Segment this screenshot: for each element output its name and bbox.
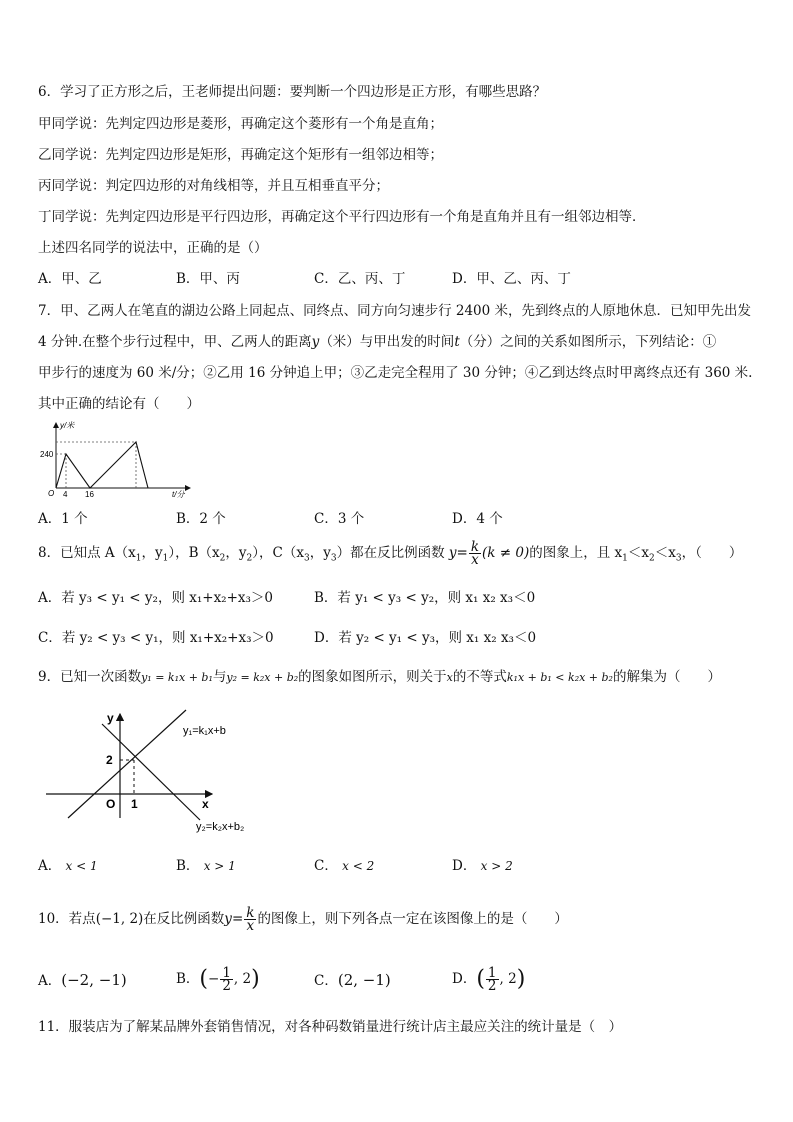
q9-label-y: y [107, 711, 114, 725]
q10-option-d[interactable]: D．( $\frac{1}{2}$ , 2) [452, 965, 526, 994]
q9-label-1: 1 [131, 797, 138, 811]
q7-stem-line2 [38, 332, 716, 352]
q7-distance-time-graph [40, 418, 200, 500]
q10-d-fraction: $\frac{1}{2}$ [487, 965, 497, 994]
q6-stem: 6．学习了正方形之后，王老师提出问题：要判断一个四边形是正方形，有哪些思路？ [38, 84, 547, 100]
q8-option-a[interactable]: A．若 y₃ < y₁ < y₂，则 x₁+x₂+x₃＞0 [38, 590, 274, 606]
q6-question: 上述四名同学的说法中，正确的是（） [38, 240, 268, 256]
q9-line-y2 [102, 724, 200, 820]
q10-option-c[interactable]: C．(2, −1) [314, 971, 391, 989]
q10-option-b[interactable]: B．(− $\frac{1}{2}$ , 2) [176, 965, 260, 994]
q8-option-c[interactable]: C．若 y₂ < y₃ < y₁，则 x₁+x₂+x₃＞0 [38, 630, 274, 646]
q7-graph-line [56, 442, 148, 488]
q7-label-16: 16 [85, 490, 94, 499]
q6-student-bing: 丙同学说：判定四边形的对角线相等，并且互相垂直平分； [38, 178, 389, 194]
q7-var-y: y [311, 334, 320, 350]
q9-label-x: x [202, 797, 209, 811]
q7-stem-line1: 7．甲、乙两人在笔直的湖边公路上同起点、同终点、同方向匀速步行 2400 米，先到终点的人原地休息．已知甲先出发 [38, 303, 752, 319]
q9-option-c[interactable]: C． x < 2 [314, 858, 375, 874]
q6-option-a[interactable]: A．甲、乙 [38, 271, 102, 287]
q9-label-y1: y₁=k₁x+b [183, 725, 226, 737]
q6-option-c[interactable]: C．乙、丙、丁 [314, 271, 406, 287]
q8-option-b[interactable]: B．若 y₁ < y₃ < y₂，则 x₁ x₂ x₃＜0 [314, 590, 536, 606]
q6-student-yi: 乙同学说：先判定四边形是矩形，再确定这个矩形有一组邻边相等； [38, 147, 443, 163]
q9-label-y2: y₂=k₂x+b₂ [196, 821, 245, 833]
q6-student-jia: 甲同学说：先判定四边形是菱形，再确定这个菱形有一个角是直角； [38, 116, 443, 132]
q7-stem-line3: 甲步行的速度为 60 米/分；②乙用 16 分钟追上甲；③乙走完全程用了 30 分钟；④乙到达终点时甲离终点还有 360 米. [38, 365, 753, 381]
q7-var-t: t [454, 334, 460, 350]
q8-fraction: $\frac{k}{x}$ [470, 539, 480, 568]
q6-student-ding: 丁同学说：先判定四边形是平行四边形，再确定这个平行四边形有一个角是直角并且有一组邻边相等． [38, 209, 646, 225]
q7-option-c[interactable]: C．3 个 [314, 511, 365, 527]
q7-xlabel: t/分 [172, 490, 185, 499]
q7-stem-line4: 其中正确的结论有（ ） [38, 396, 200, 412]
q7-option-a[interactable]: A．1 个 [38, 511, 88, 527]
q11-stem: 11．服装店为了解某品牌外套销售情况，对各种码数销量进行统计店主最应关注的统计量是（ ） [38, 1019, 623, 1035]
q8-option-d[interactable]: D．若 y₂ < y₁ < y₃，则 x₁ x₂ x₃＜0 [314, 630, 537, 646]
q10-option-a[interactable]: A．(−2, −1) [38, 971, 127, 989]
q9-linear-functions-graph [40, 702, 280, 838]
q6-option-d[interactable]: D．甲、乙、丙、丁 [452, 271, 571, 287]
q7-text-a: 4 分钟.在整个步行过程中，甲、乙两人的距离 [38, 334, 312, 350]
q7-ylabel: y/米 [60, 421, 75, 430]
q10-stem: 10．若点(−1, 2)在反比例函数y= $\frac{k}{x}$ 的图像上，则下列各点一定在该图像上的是（ ） [38, 905, 568, 934]
q7-option-b[interactable]: B．2 个 [176, 511, 226, 527]
q9-option-b[interactable]: B． x > 1 [176, 858, 236, 874]
q10-b-fraction: $\frac{1}{2}$ [222, 965, 231, 994]
q7-text-c: （米）与甲出发的时间 [319, 334, 455, 350]
q8-stem: 8．已知点 $A(x_1$，$y_1$），$B(x_2$，$y_2$），$C(x_3$，$y_3$）都在反比例函数 y= $\frac{k}{x}$ (k ≠ 0)的图象上，且 $x_1<x_2<x_3$，（ ） [38, 539, 743, 568]
q9-stem: 9．已知一次函数y₁ = k₁x + b₁与y₂ = k₂x + b₂的图象如图所示，则关于x的不等式k₁x + b₁ < k₂x + b₂的解集为（ ） [38, 669, 721, 685]
q9-line-y1 [68, 710, 186, 818]
q7-text-e: （分）之间的关系如图所示，下列结论：① [459, 334, 717, 350]
q9-label-origin: O [106, 797, 116, 811]
q7-label-4: 4 [63, 490, 68, 499]
q9-option-a[interactable]: A． x < 1 [38, 858, 98, 874]
q10-fraction: $\frac{k}{x}$ [246, 905, 255, 934]
q7-option-d[interactable]: D．4 个 [452, 511, 503, 527]
q7-label-origin: O [48, 489, 55, 498]
q9-label-2: 2 [106, 753, 113, 767]
q9-option-d[interactable]: D． x > 2 [452, 858, 513, 874]
q7-label-240: 240 [40, 450, 54, 459]
q6-option-b[interactable]: B．甲、丙 [176, 271, 240, 287]
